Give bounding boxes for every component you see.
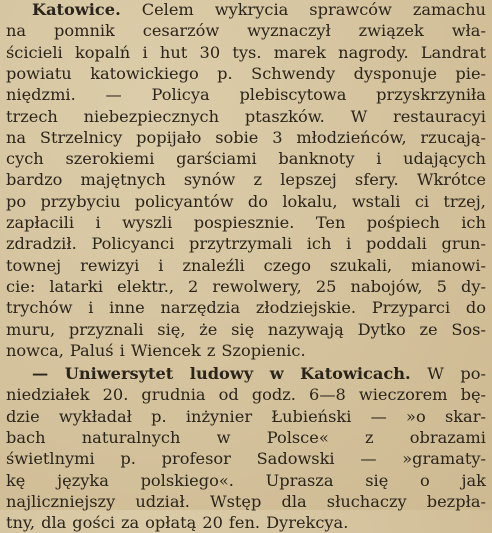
article1-line: bardzo majętnych synów z lepszej sfery. Wkrótce [6, 170, 486, 190]
article1-line: zdradził. Policyanci przytrzymali ich i poddali grun- [6, 234, 486, 254]
article1-line: trzech niebezpiecznych ptaszków. W restauracyi [6, 106, 486, 126]
article2-line: kę języka polskiego«. Uprasza się o jak [6, 470, 486, 490]
article1-line: na pomnik cesarzów wyznaczył związek wła- [6, 21, 486, 41]
article1-line: cych szerokiemi garściami banknoty i udających [6, 149, 486, 169]
article1-line: Katowice. Celem wykrycia sprawców zamachu [32, 0, 486, 19]
article1-line: townej rewizyi i znaleźli czego szukali, mianowi- [6, 255, 486, 275]
article2-line: najliczniejszy udział. Wstęp dla słuchaczy bezpła- [6, 491, 486, 511]
article2-line: świetlnymi p. profesor Sadowski — »gramaty- [6, 449, 486, 469]
article1-line: po przybyciu policyantów do lokalu, wstali ci trzej, [6, 191, 486, 211]
article1-line: ścicieli kopalń i hut 30 tys. marek nagrody. Landrat [6, 42, 486, 62]
article1-line: niędzmi. — Policya plebiscytowa przyskrzyniła [6, 85, 486, 105]
article1-line: trychów i inne narzędzia złodziejskie. Przyparci do [6, 298, 486, 318]
article2-line: bach naturalnych w Polsce« z obrazami [6, 428, 486, 447]
article1-line: powiatu katowickiego p. Schwendy dysponuje pie- [6, 63, 486, 83]
article2-line: niedziałek 20. grudnia od godz. 6—8 wieczorem bę- [6, 385, 486, 405]
article2-line: tny, dla gości za opłatą 20 fen. Dyrekcya. [6, 513, 349, 533]
article1-line: muru, przyznali się, że się nazywają Dytko ze Sos- [6, 319, 486, 339]
article2-line: — Uniwersytet ludowy w Katowicach. W po- [32, 364, 486, 384]
article1-line: nowca, Paluś i Wiencek z Szopienic. [6, 340, 306, 360]
article1-line: cie: latarki elektr., 2 rewolwery, 25 nabojów, 5 dy- [6, 276, 486, 296]
article1-line: na Strzelnicy popijało sobie 3 młodzieńców, rzucają- [6, 127, 486, 147]
article1-line: zapłacili i wyszli pospiesznie. Ten pośpiech ich [6, 213, 486, 232]
article2-line: dzie wykładał p. inżynier Łubieński — »o skar- [6, 406, 486, 426]
